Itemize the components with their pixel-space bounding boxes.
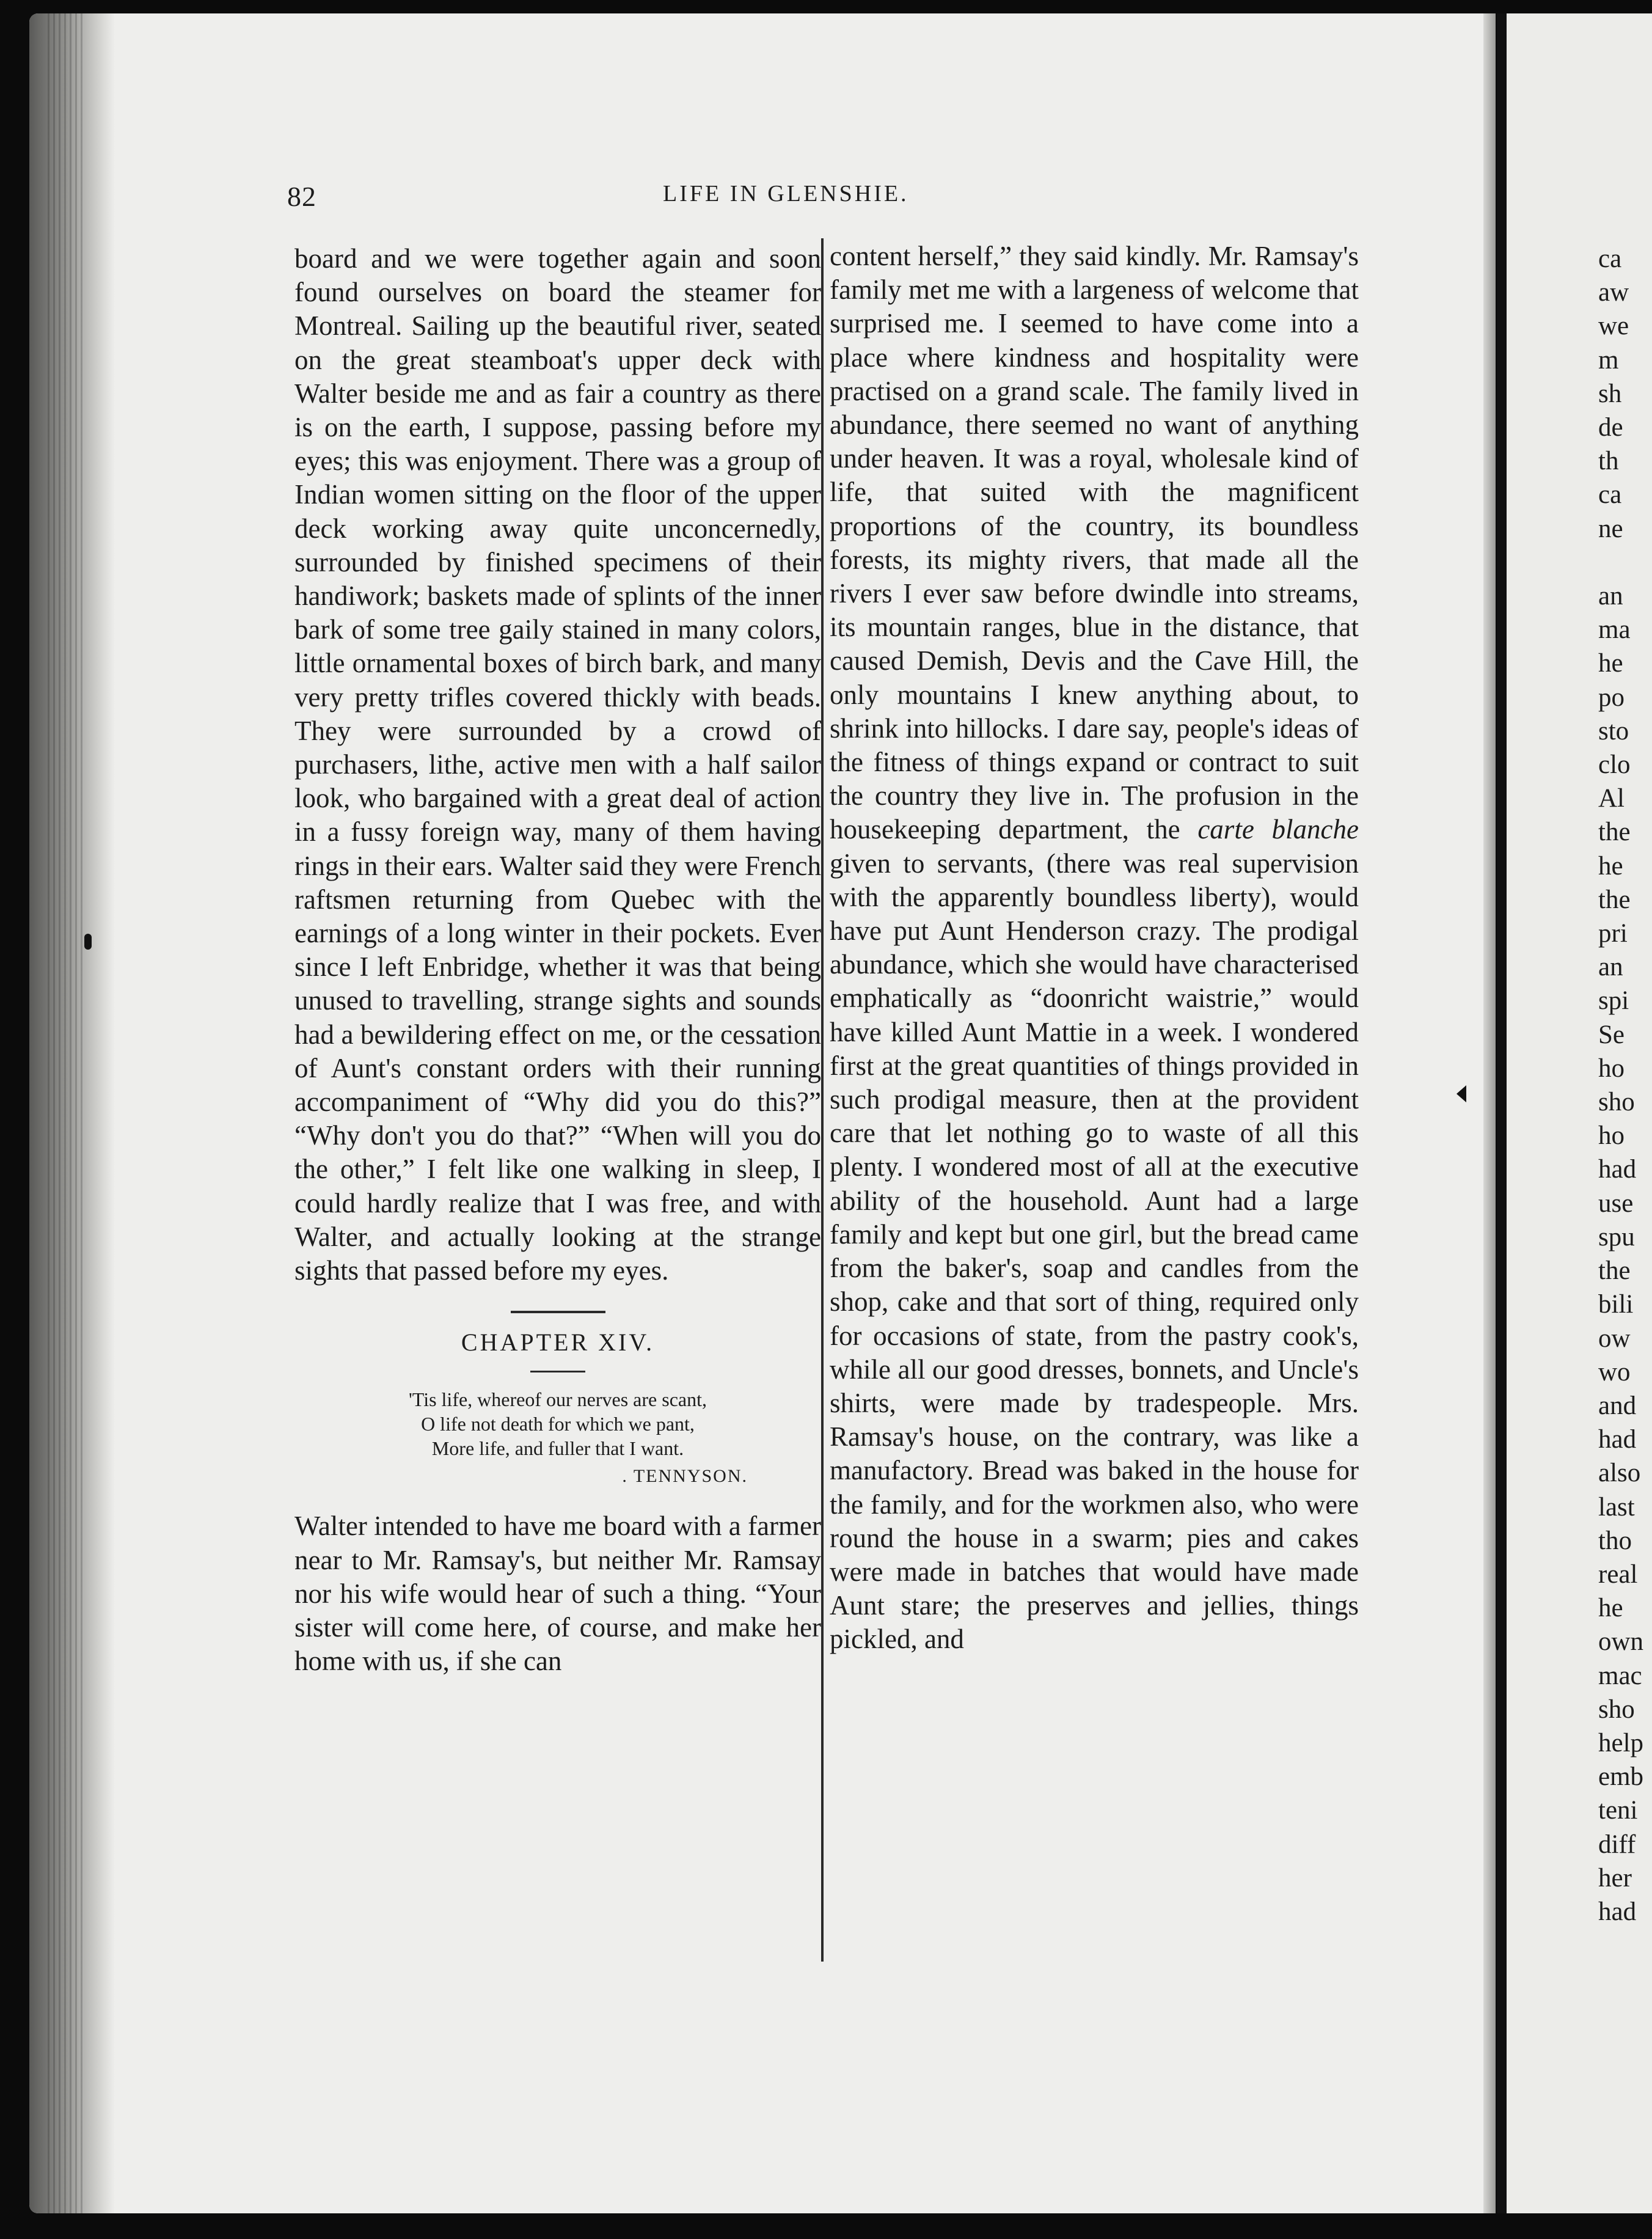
running-head: LIFE IN GLENSHIE.: [663, 181, 909, 207]
italic-phrase: carte blanche: [1197, 814, 1359, 845]
margin-mark: [1456, 1085, 1466, 1102]
right-paragraph-text: content herself,” they said kindly. Mr. Ramsay's family met me with a largeness of welcome that surprised me. I seemed to have come into a place where kindness and hospitality were practised on a grand scale. The family lived in abundance, there seemed no want of anything under heaven. It was a royal, wholesale kind of life, that suited with the magnificent proportions of the country, its boundless forests, its mighty rivers, that made all the rivers I ever saw before dwindle into streams, its mountain ranges, blue in the distance, that caused Demish, Devis and the Cave Hill, the only mountains I knew anything about, to shrink into hillocks. I dare say, people's ideas of the fitness of things expand or contract to suit the country they live in. The profusion in the housekeeping department, the: [830, 241, 1359, 845]
epigraph-line: More life, and fuller that I want.: [431, 1437, 684, 1460]
left-paragraph: board and we were together again and soon found ourselves on board the steamer for Montreal. Sailing up the beautiful river, seated on the great steamboat's upper deck with Walter beside me and as fair a country as there is on the earth, I suppose, passing before my eyes; this was enjoyment. There was a group of Indian women sitting on the floor of the upper deck working away quite unconcernedly, surrounded by finished specimens of their handiwork; baskets made of splints of the inner bark of some tree gaily stained in many colors, little ornamental boxes of birch bark, and many very pretty trifles covered thickly with beads. They were surrounded by a crowd of purchasers, lithe, active men with a half sailor look, who bargained with a great deal of action in a fussy foreign way, many of them having rings in their ears. Walter said they were French raftsmen returning from Quebec with the earnings of a long winter in their pockets. Ever since I left Enbridge, whether it was that being unused to travelling, strange sights and sounds had a bewildering effect on me, or the cessation of Aunt's constant orders with their running accompaniment of “Why did you do this?” “Why don't you do that?” “When will you do the other,” I felt like one walking in sleep, I could hardly realize that I was free, and with Walter, and actually looking at the strange sights that passed before my eyes.: [294, 243, 821, 1286]
epigraph-line: 'Tis life, whereof our nerves are scant,: [409, 1388, 707, 1411]
left-column: [294, 242, 821, 1678]
right-paragraph-text-rest: given to servants, (there was real supervision with the apparently boundless liberty), would have put Aunt Henderson crazy. The prodigal abundance, which she would have characterised emphatically as “doonricht waistrie,” would have killed Aunt Mattie in a week. I wondered first at the great quantities of things provided in such prodigal measure, then at the provident care that let nothing go to waste of all this plenty. I wondered most of all at the executive ability of the household. Aunt had a large family and kept but one girl, but the bread came from the baker's, soap and candles from the shop, cake and that sort of thing, required only for occasions of state, from the pastry cook's, while all our good dresses, bonnets, and Uncle's shirts, were made by tradespeople. Mrs. Ramsay's house, on the contrary, was like a manufactory. Bread was baked in the house for the family, and for the workmen also, who were round the house in a swarm; pies and cakes were made in batches that would have made Aunt stare; the preserves and jellies, things pickled, and: [830, 848, 1359, 1655]
column-divider: [821, 238, 824, 1962]
right-paragraph: [830, 240, 1359, 1657]
page-fold: [1483, 13, 1496, 2213]
right-column: [830, 240, 1359, 1657]
page-edge-lines: [48, 13, 84, 2213]
chapter-title: CHAPTER XIV.: [461, 1328, 655, 1357]
chapter-opening-paragraph: Walter intended to have me board with a farmer near to Mr. Ramsay's, but neither Mr. Ramsay nor his wife would hear of such a thing. “Your sister will come here, of course, and make her home with us, if she can: [294, 1511, 821, 1677]
adjacent-page-fragments: ca aw we m sh de th ca ne an ma he po sto clo Al the he the pri an spi Se ho sho ho had use spu the bili ow wo and had also last tho real he own mac sho help emb teni diff her had: [1598, 244, 1644, 1926]
chapter-rule-bottom: [530, 1371, 585, 1372]
epigraph-attribution: . TENNYSON.: [622, 1466, 748, 1487]
chapter-rule-top: [511, 1311, 605, 1313]
ink-blot: [84, 934, 92, 950]
epigraph: [294, 1387, 821, 1489]
epigraph-line: O life not death for which we pant,: [421, 1413, 695, 1435]
adjacent-page-text: [1497, 13, 1652, 2213]
page-number: 82: [287, 181, 316, 212]
